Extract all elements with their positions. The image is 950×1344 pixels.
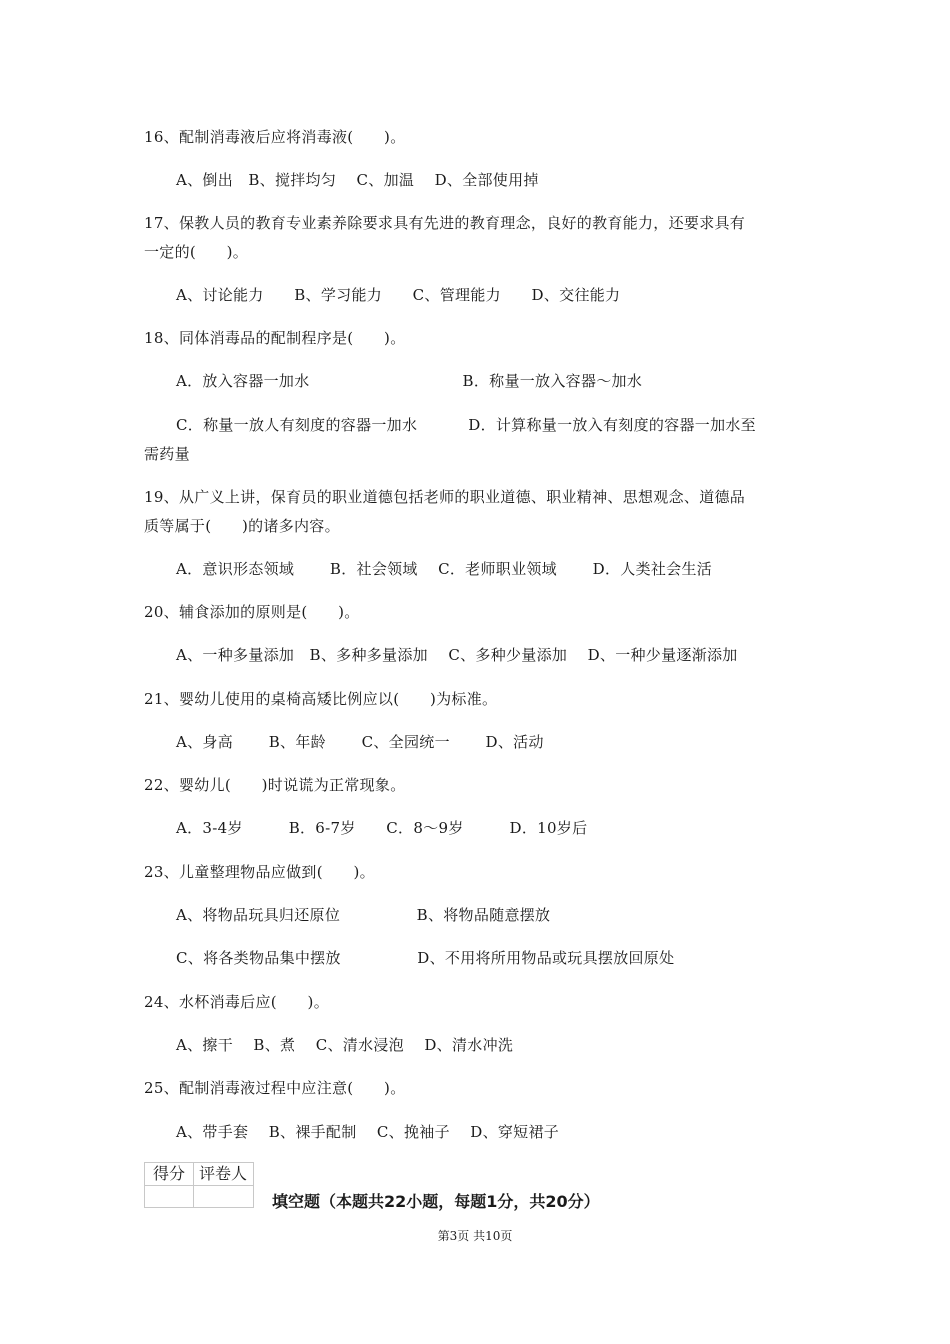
question-stem: 24、水杯消毒后应( )。: [144, 993, 329, 1011]
question-stem: 18、同体消毒品的配制程序是( )。: [144, 329, 406, 347]
score-table: [144, 1162, 254, 1208]
question-options: A、带手套 B、裸手配制 C、挽袖子 D、穿短裙子: [176, 1123, 560, 1141]
question-stem: 21、婴幼儿使用的桌椅高矮比例应以( )为标准。: [144, 690, 498, 708]
question-options: A、倒出 B、搅拌均匀 C、加温 D、全部使用掉: [176, 171, 539, 189]
question-options: A、将物品玩具归还原位 B、将物品随意摆放: [176, 906, 551, 924]
question-options: C．称量一放人有刻度的容器一加水 D．计算称量一放入有刻度的容器一加水至: [176, 416, 756, 434]
question-stem: 质等属于( )的诸多内容。: [144, 517, 340, 535]
section-title: 填空题（本题共22小题，每题1分，共20分）: [272, 1192, 600, 1211]
question-stem: 16、配制消毒液后应将消毒液( )。: [144, 128, 406, 146]
question-options: A、擦干 B、煮 C、清水浸泡 D、清水冲洗: [176, 1036, 514, 1054]
question-options: A．意识形态领域 B．社会领域 C．老师职业领域 D．人类社会生活: [176, 560, 713, 578]
score-entry-row: [145, 1185, 253, 1208]
question-stem: 25、配制消毒液过程中应注意( )。: [144, 1079, 406, 1097]
question-stem: 一定的( )。: [144, 243, 249, 261]
question-options: A、身高 B、年龄 C、全园统一 D、活动: [176, 733, 544, 751]
question-stem: 23、儿童整理物品应做到( )。: [144, 863, 375, 881]
question-options: C、将各类物品集中摆放 D、不用将所用物品或玩具摆放回原处: [176, 949, 675, 967]
page-footer: 第3页 共10页: [437, 1229, 513, 1243]
score-label: 得分: [145, 1163, 194, 1185]
score-divider: [193, 1186, 194, 1208]
question-options: A、讨论能力 B、学习能力 C、管理能力 D、交往能力: [176, 286, 621, 304]
question-options: A．3-4岁 B．6-7岁 C．8～9岁 D．10岁后: [176, 819, 588, 837]
question-options: A、一种多量添加 B、多种多量添加 C、多种少量添加 D、一种少量逐渐添加: [176, 646, 738, 664]
question-stem: 19、从广义上讲，保育员的职业道德包括老师的职业道德、职业精神、思想观念、道德品: [144, 488, 746, 506]
question-options: A．放入容器一加水 B．称量一放入容器～加水: [176, 372, 643, 390]
grader-label: 评卷人: [198, 1164, 247, 1183]
question-stem: 22、婴幼儿( )时说谎为正常现象。: [144, 776, 406, 794]
question-stem: 17、保教人员的教育专业素养除要求具有先进的教育理念，良好的教育能力，还要求具有: [144, 214, 746, 232]
question-stem: 20、辅食添加的原则是( )。: [144, 603, 360, 621]
question-options-continuation: 需药量: [144, 445, 190, 463]
